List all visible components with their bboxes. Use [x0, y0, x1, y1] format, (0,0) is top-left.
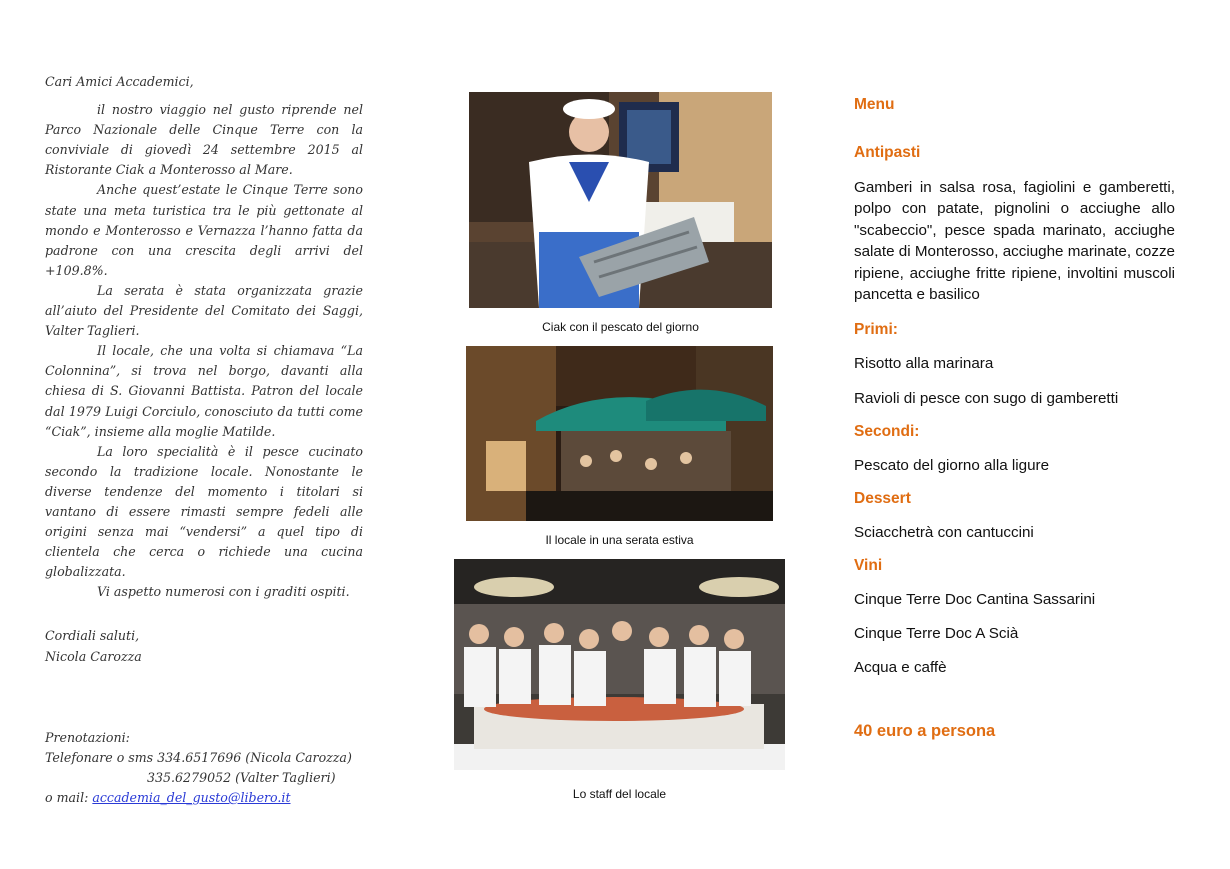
letter-paragraph: Anche quest’estate le Cinque Terre sono state una meta turistica tra le più gettonate al mondo e Monterosso e Vernazza l’hanno fatta da padrone con una crescita degli arrivi del +109.8%.	[45, 182, 363, 278]
terrace-caption: Il locale in una serata estiva	[545, 533, 694, 547]
staff-caption: Lo staff del locale	[572, 787, 667, 801]
chef-photo	[469, 92, 772, 308]
menu-heading-vini: Vini	[854, 557, 883, 575]
letter-paragraph: La loro specialità è il pesce cucinato secondo la tradizione locale. Nonostante le diverse tendenze del momento i titolari si vantano di essere rimasti sempre fedeli alle origini senza mai “vendersi” a quel tipo di clientela che cerca o richiede una cucina globalizzata.	[45, 443, 363, 580]
letter-closing: Cordiali saluti,	[45, 628, 140, 644]
menu-item: Ravioli di pesce con sugo di gamberetti	[854, 390, 1119, 408]
menu	[854, 96, 1175, 741]
letter-signature: Nicola Carozza	[45, 648, 142, 664]
letter-paragraph: Il locale, che una volta si chiamava “La Colonnina”, si trova nel borgo, davanti alla chiesa di S. Giovanni Battista. Patron del locale dal 1979 Luigi Corciulo, conosciuto da tutti come “Ciak”, insieme alla moglie Matilde.	[45, 343, 363, 439]
menu-heading-dessert: Dessert	[854, 490, 911, 508]
booking-mail-label: o mail:	[45, 790, 93, 805]
letter-greeting: Cari Amici Accademici,	[45, 74, 194, 89]
menu-title: Menu	[854, 96, 895, 113]
menu-item: Risotto alla marinara	[854, 355, 994, 373]
menu-heading-secondi: Secondi:	[854, 423, 920, 441]
menu-item: Cinque Terre Doc Cantina Sassarini	[854, 591, 1096, 609]
menu-heading-primi: Primi:	[854, 321, 898, 339]
menu-price: 40 euro a persona	[854, 722, 996, 741]
booking-phone-1: Telefonare o sms 334.6517696 (Nicola Carozza)	[45, 750, 352, 765]
letter-paragraph: La serata è stata organizzata grazie all’aiuto del Presidente del Comitato dei Saggi, Valter Taglieri.	[45, 282, 363, 339]
menu-antipasti-text: Gamberi in salsa rosa, fagiolini e gamberetti, polpo con patate, pignolini o acciughe allo "scabeccio", pesce spada marinato, acciughe salate di Monterosso, acciughe marinate, cozze ripiene, acciughe fritte ripiene, involtini muscoli pancetta e basilico	[854, 179, 1175, 304]
menu-item: Cinque Terre Doc A Scià	[854, 625, 1019, 643]
booking-phone-2: 335.6279052 (Valter Taglieri)	[147, 770, 336, 785]
menu-item: Acqua e caffè	[854, 659, 947, 677]
booking-info	[45, 728, 385, 808]
letter-paragraph: Vi aspetto numerosi con i graditi ospiti.	[97, 584, 350, 600]
letter-paragraph: il nostro viaggio nel gusto riprende nel Parco Nazionale delle Cinque Terre con la conviviale di giovedì 24 settembre 2015 al Ristorante Ciak a Monterosso al Mare.	[45, 102, 363, 178]
booking-mail-link[interactable]: accademia_del_gusto@libero.it	[92, 790, 291, 805]
menu-heading-antipasti: Antipasti	[854, 144, 921, 161]
letter	[45, 72, 363, 667]
terrace-photo	[466, 346, 773, 521]
menu-item: Sciacchetrà con cantuccini	[854, 524, 1034, 542]
menu-item: Pescato del giorno alla ligure	[854, 457, 1050, 475]
booking-mail-row	[45, 788, 385, 808]
staff-photo	[454, 559, 785, 770]
chef-caption: Ciak con il pescato del giorno	[542, 320, 699, 334]
booking-title: Prenotazioni:	[45, 730, 130, 745]
